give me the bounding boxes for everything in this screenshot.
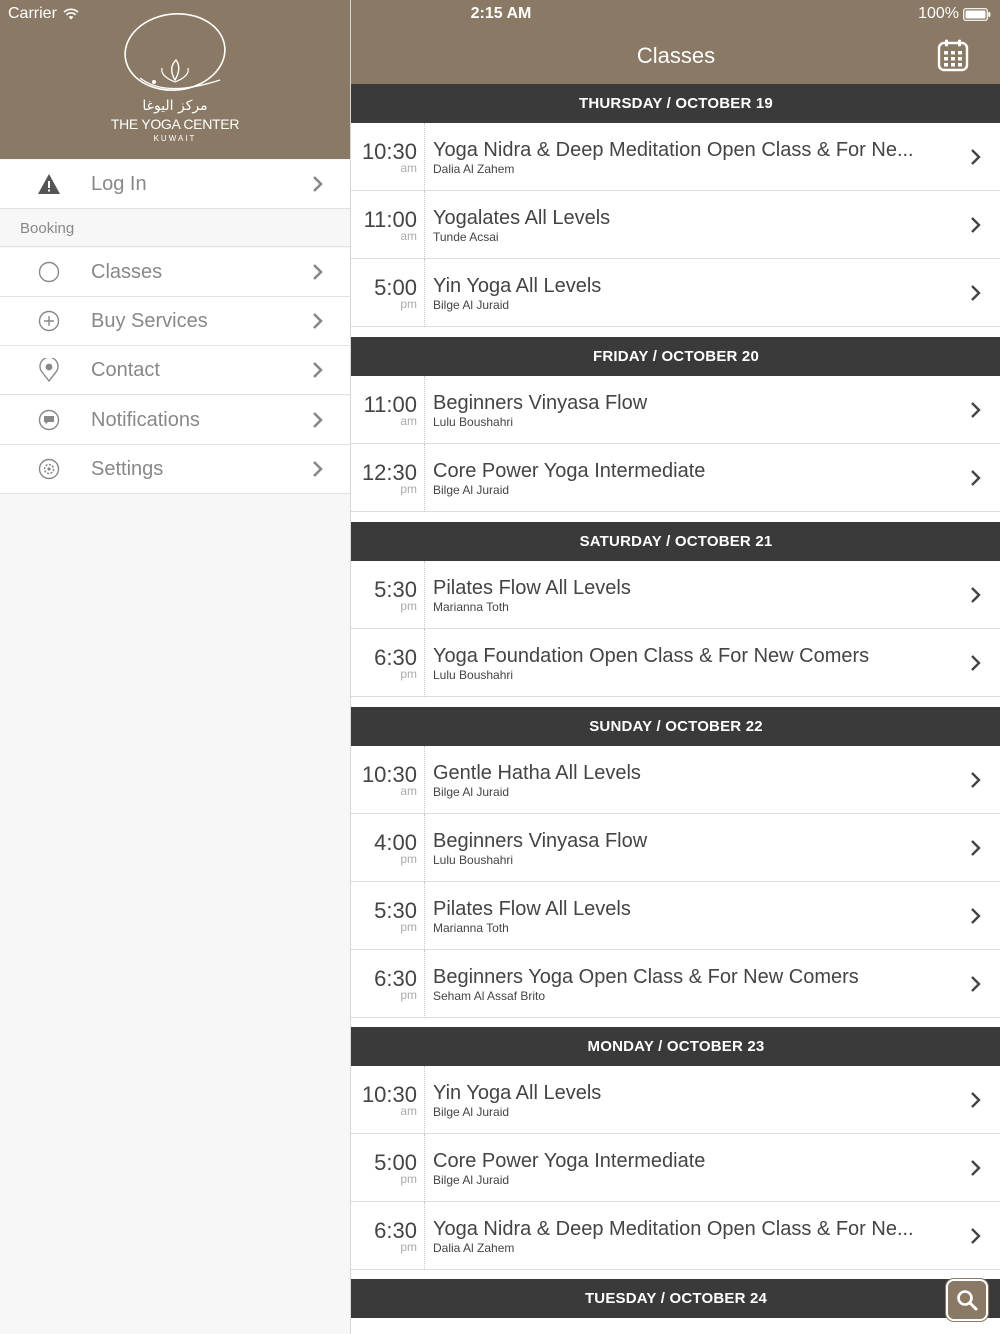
sidebar-item-label: Settings [91,457,164,480]
class-ampm: pm [400,599,417,613]
chevron-right-icon [970,772,982,788]
chevron-right-icon [970,908,982,924]
class-title: Beginners Vinyasa Flow [433,392,648,414]
chevron-right-icon [312,264,324,280]
navigation-bar [351,0,1000,84]
row-divider [424,259,425,327]
class-title: Beginners Yoga Open Class & For New Comers [433,966,859,988]
chevron-right-icon [312,313,324,329]
class-row[interactable] [351,444,1000,512]
sidebar-item-notifications[interactable] [0,396,350,445]
class-title: Yoga Nidra & Deep Meditation Open Class & For Ne... [433,139,914,161]
class-row[interactable] [351,561,1000,629]
chevron-right-icon [970,149,982,165]
sidebar-menu [0,0,350,1334]
class-instructor: Bilge Al Juraid [433,1173,510,1187]
chevron-right-icon [312,461,324,477]
class-row[interactable] [351,1202,1000,1270]
page-title: Classes [636,43,716,68]
class-time: 6:30 [374,1218,417,1243]
search-icon [955,1288,979,1312]
row-divider [424,746,425,814]
class-ampm: pm [400,1172,417,1186]
day-header: SUNDAY / OCTOBER 22 [351,707,1000,746]
logo-name-text: THE YOGA CENTER [110,116,240,132]
class-ampm: am [400,161,417,175]
chevron-right-icon [970,1092,982,1108]
class-row[interactable] [351,191,1000,259]
status-time: 2:15 AM [470,5,532,22]
row-divider [424,444,425,512]
row-divider [424,1202,425,1270]
gear-icon [37,457,61,481]
class-instructor: Marianna Toth [433,921,509,935]
battery-icon [963,8,991,21]
class-time: 10:30 [361,1082,417,1107]
row-divider [424,376,425,444]
class-title: Core Power Yoga Intermediate [433,460,706,482]
chevron-right-icon [970,402,982,418]
class-instructor: Bilge Al Juraid [433,1105,510,1119]
class-instructor: Lulu Boushahri [433,853,514,867]
class-ampm: am [400,229,417,243]
chevron-right-icon [970,470,982,486]
sidebar-item-login[interactable] [0,160,350,209]
class-instructor: Bilge Al Juraid [433,298,510,312]
carrier-label: Carrier [8,5,57,22]
class-title: Yin Yoga All Levels [433,1082,602,1104]
class-time: 11:00 [363,392,417,417]
sidebar-item-classes[interactable] [0,248,350,297]
circle-icon [37,260,61,284]
class-ampm: pm [400,667,417,681]
class-ampm: am [400,1104,417,1118]
yoga-center-logo [100,10,250,155]
class-instructor: Dalia Al Zahem [433,162,515,176]
class-row[interactable] [351,950,1000,1018]
sidebar-item-contact[interactable] [0,346,350,395]
sidebar-item-label: Log In [91,172,147,195]
plus-circle-icon [37,309,61,333]
class-row[interactable] [351,376,1000,444]
sidebar-item-buy-services[interactable] [0,297,350,346]
class-time: 10:30 [361,139,417,164]
class-title: Yoga Foundation Open Class & For New Comers [433,645,870,667]
class-instructor: Bilge Al Juraid [433,483,510,497]
status-carrier [8,5,79,23]
warning-icon [37,172,61,196]
chevron-right-icon [312,176,324,192]
class-time: 12:30 [361,460,417,485]
row-divider [424,950,425,1018]
class-time: 6:30 [374,966,417,991]
row-divider [424,191,425,259]
class-row[interactable] [351,1066,1000,1134]
sidebar-item-label: Notifications [91,408,200,431]
day-header: TUESDAY / OCTOBER 24 [351,1279,1000,1318]
chevron-right-icon [970,217,982,233]
day-header: THURSDAY / OCTOBER 19 [351,84,1000,123]
class-title: Beginners Vinyasa Flow [433,830,648,852]
row-divider [424,1134,425,1202]
row-divider [424,814,425,882]
class-row[interactable] [351,1134,1000,1202]
class-ampm: pm [400,297,417,311]
class-time: 10:30 [361,762,417,787]
class-time: 6:30 [374,645,417,670]
class-row[interactable] [351,882,1000,950]
class-instructor: Seham Al Assaf Brito [433,989,546,1003]
class-instructor: Marianna Toth [433,600,509,614]
class-ampm: pm [400,482,417,496]
lotus-logo-icon [120,10,230,100]
calendar-icon[interactable] [936,38,970,72]
day-header: MONDAY / OCTOBER 23 [351,1027,1000,1066]
classes-panel [350,0,1000,1334]
class-instructor: Tunde Acsai [433,230,499,244]
class-row[interactable] [351,629,1000,697]
chevron-right-icon [970,976,982,992]
chevron-right-icon [970,285,982,301]
status-battery [918,5,991,23]
class-time: 5:30 [374,577,417,602]
class-title: Yin Yoga All Levels [433,275,602,297]
row-divider [424,629,425,697]
class-row[interactable] [351,259,1000,327]
class-ampm: am [400,414,417,428]
section-label: Booking [20,220,75,237]
battery-percent: 100% [918,5,959,22]
sidebar-item-label: Contact [91,358,160,381]
class-time: 4:00 [374,830,417,855]
class-row[interactable] [351,123,1000,191]
sidebar-item-label: Classes [91,260,163,283]
day-header: SATURDAY / OCTOBER 21 [351,522,1000,561]
chevron-right-icon [970,1228,982,1244]
chevron-right-icon [312,412,324,428]
row-divider [424,561,425,629]
class-instructor: Lulu Boushahri [433,668,514,682]
class-title: Gentle Hatha All Levels [433,762,641,784]
chevron-right-icon [970,655,982,671]
class-row[interactable] [351,814,1000,882]
class-title: Pilates Flow All Levels [433,577,631,599]
class-ampm: am [400,784,417,798]
sidebar-header [0,0,350,159]
section-header-booking [0,209,350,247]
class-ampm: pm [400,1240,417,1254]
class-instructor: Dalia Al Zahem [433,1241,515,1255]
row-divider [424,123,425,191]
chevron-right-icon [970,840,982,856]
search-button[interactable] [946,1279,988,1321]
wifi-icon [63,8,79,20]
row-divider [424,1066,425,1134]
logo-arabic-text: مركز اليوغا [142,98,208,114]
class-time: 5:00 [374,275,417,300]
class-instructor: Bilge Al Juraid [433,785,510,799]
day-header: FRIDAY / OCTOBER 20 [351,337,1000,376]
class-title: Core Power Yoga Intermediate [433,1150,706,1172]
class-title: Yoga Nidra & Deep Meditation Open Class & For Ne... [433,1218,914,1240]
class-time: 5:30 [374,898,417,923]
class-ampm: pm [400,920,417,934]
class-instructor: Lulu Boushahri [433,415,514,429]
class-title: Pilates Flow All Levels [433,898,631,920]
chevron-right-icon [312,362,324,378]
class-row[interactable] [351,746,1000,814]
chat-bubble-icon [37,408,61,432]
class-time: 11:00 [363,207,417,232]
sidebar-item-label: Buy Services [91,309,208,332]
class-ampm: pm [400,988,417,1002]
logo-location-text: KUWAIT [153,134,197,143]
class-ampm: pm [400,852,417,866]
class-title: Yogalates All Levels [433,207,611,229]
class-time: 5:00 [374,1150,417,1175]
sidebar-item-settings[interactable] [0,445,350,494]
chevron-right-icon [970,1160,982,1176]
row-divider [424,882,425,950]
chevron-right-icon [970,587,982,603]
location-pin-icon [37,358,61,382]
